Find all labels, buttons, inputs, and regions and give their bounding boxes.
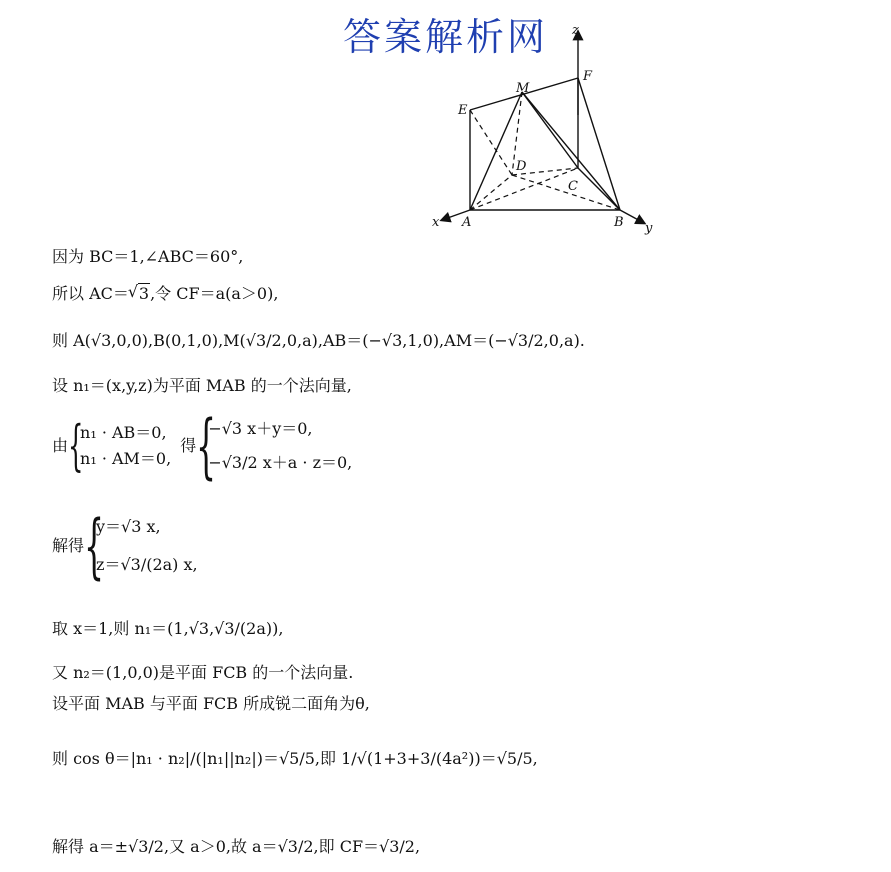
label-B: B xyxy=(614,215,624,230)
dash-AD xyxy=(470,175,512,210)
line-5-de: 得 xyxy=(180,436,197,455)
line-5-eq2: n₁ · AM＝0, xyxy=(80,449,172,468)
line-5-res1: −√3 x＋y＝0, xyxy=(208,419,313,438)
line-6-eq1: y＝√3 x, xyxy=(96,517,161,536)
line-5-system: 由{ n₁ · AB＝0, n₁ · AM＝0, 得{ −√3 x＋y＝0, −√3/2 x＋a · z＝0, xyxy=(52,405,353,487)
line-6-system: 解得{ y＝√3 x, z＝√3/(2a) x, xyxy=(52,505,198,587)
label-C: C xyxy=(568,179,578,194)
label-y: y xyxy=(645,221,653,236)
line-5-eq1: n₁ · AB＝0, xyxy=(80,423,167,442)
line-2-a: 所以 AC＝ xyxy=(52,284,129,303)
dash-ED xyxy=(470,110,512,175)
line-4: 设 n₁＝(x,y,z)为平面 MAB 的一个法向量, xyxy=(52,376,352,395)
line-5-res2: −√3/2 x＋a · z＝0, xyxy=(208,453,353,472)
line-9: 设平面 MAB 与平面 FCB 所成锐二面角为θ, xyxy=(52,694,370,713)
line-11: 解得 a＝±√3/2,又 a＞0,故 a＝√3/2,即 CF＝√3/2, xyxy=(52,837,421,856)
label-F: F xyxy=(583,69,593,84)
label-M: M xyxy=(516,81,530,96)
dash-DB xyxy=(512,175,620,210)
line-10: 则 cos θ＝|n₁ · n₂|/(|n₁||n₂|)＝√5/5,即 1/√(1+3+3/(4a²))＝√5/5, xyxy=(52,749,538,768)
edge-MC xyxy=(522,92,578,168)
line-5-prefix: 由 xyxy=(52,436,69,455)
line-2-c: ,令 CF＝a(a＞0), xyxy=(150,284,279,303)
y-axis xyxy=(620,210,644,223)
edge-FB xyxy=(578,78,620,210)
line-2 xyxy=(52,285,278,303)
label-z: z xyxy=(572,23,579,38)
sqrt-3: √ 3 xyxy=(129,285,150,303)
line-6-eq2: z＝√3/(2a) x, xyxy=(96,555,198,574)
label-x: x xyxy=(432,215,440,230)
label-E: E xyxy=(458,103,468,118)
line-1: 因为 BC＝1,∠ABC＝60°, xyxy=(52,247,244,266)
line-7: 取 x＝1,则 n₁＝(1,√3,√3/(2a)), xyxy=(52,619,284,638)
line-6-prefix: 解得 xyxy=(52,536,85,555)
geometry-figure xyxy=(420,20,680,240)
line-3: 则 A(√3,0,0),B(0,1,0),M(√3/2,0,a),AB＝(−√3,1,0),AM＝(−√3/2,0,a). xyxy=(52,331,585,350)
label-A: A xyxy=(462,215,472,230)
line-8: 又 n₂＝(1,0,0)是平面 FCB 的一个法向量. xyxy=(52,663,354,682)
watermark-title: 答案解析网 xyxy=(342,15,548,59)
label-D: D xyxy=(516,159,527,174)
